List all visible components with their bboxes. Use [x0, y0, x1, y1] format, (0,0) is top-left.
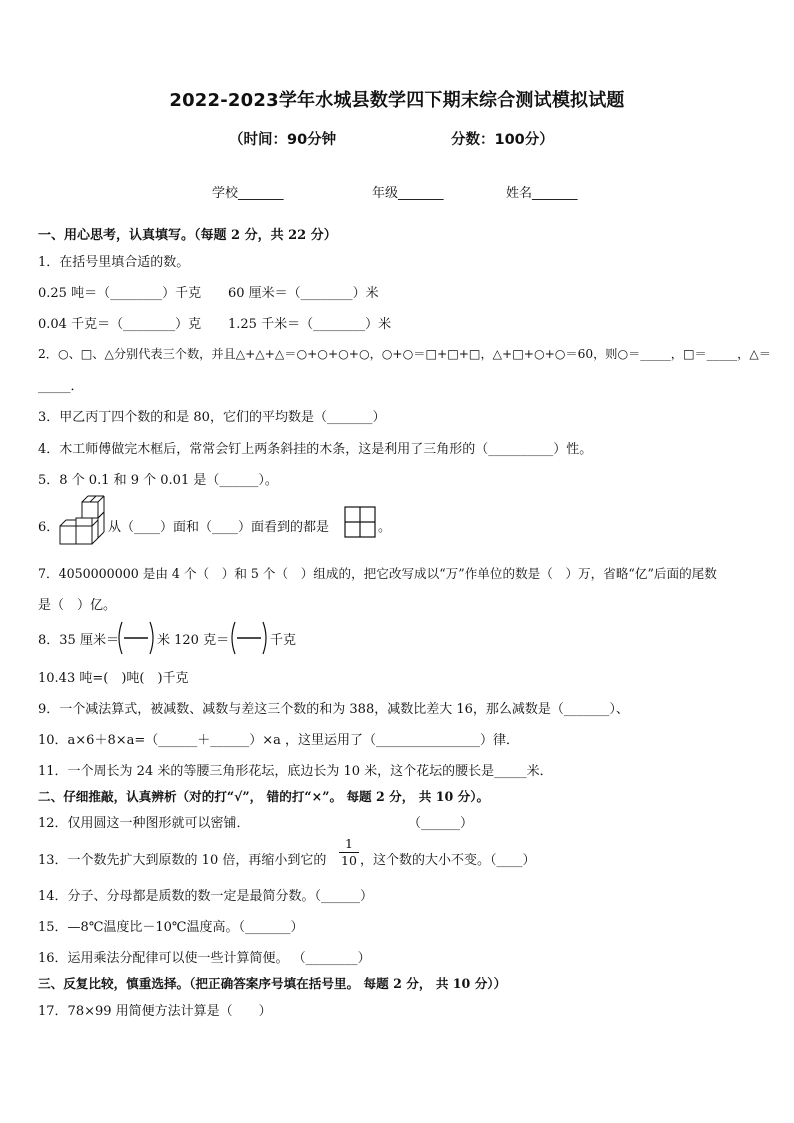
- cubes-figure-icon: [58, 496, 108, 548]
- grade-field: 年级_______: [372, 186, 444, 201]
- question-4: 4．木工师傅做完木框后，常常会钉上两条斜挂的木条，这是利用了三角形的（__________）性。: [38, 442, 593, 457]
- question-7-cont: 是（ ）亿。: [38, 598, 117, 613]
- question-1: 1．在括号里填合适的数。: [38, 255, 190, 270]
- question-7: 7．4050000000 是由 4 个（ ）和 5 个（ ）组成的，把它改写成以“万”作单位的数是（ ）万，省略“亿”后面的尾数: [38, 566, 717, 581]
- question-8: 8．35 厘米＝: [38, 633, 119, 648]
- question-1d: 1.25 千米＝（________）米: [228, 317, 392, 332]
- question-17: 17．78×99 用简便方法计算是（ ）: [38, 1004, 272, 1019]
- question-8-mid: 米 120 克＝: [157, 633, 230, 648]
- fraction-blank-1[interactable]: [116, 620, 156, 656]
- fraction-numerator: 1: [339, 836, 359, 853]
- school-field: 学校_______: [212, 186, 284, 201]
- question-11: 11．一个周长为 24 米的等腰三角形花坛，底边长为 10 米，这个花坛的腰长是_____米．: [38, 764, 553, 779]
- section1-heading: 一、用心思考，认真填写。（每题 2 分，共 22 分）: [38, 228, 337, 243]
- question-6-end: 。: [378, 520, 392, 535]
- question-12: 12．仅用圆这一种图形就可以密铺．: [38, 816, 250, 831]
- question-1b: 60 厘米＝（________）米: [228, 286, 379, 301]
- grid-view-icon: [344, 506, 376, 538]
- question-6: 从（____）面和（____）面看到的都是: [108, 520, 330, 535]
- question-2-cont: _____．: [38, 379, 84, 394]
- exam-score: 分数：100分）: [451, 132, 554, 148]
- name-field: 姓名_______: [506, 186, 578, 201]
- question-9: 9．一个减法算式，被减数、减数与差这三个数的和为 388，减数比差大 16，那么减数是（_______）、: [38, 702, 629, 717]
- question-8-end: 千克: [270, 633, 297, 648]
- question-5: 5．8 个 0.1 和 9 个 0.01 是（______）。: [38, 473, 278, 488]
- section3-heading: 三、反复比较，慎重选择。（把正确答案序号填在括号里。 每题 2 分， 共 10 分））: [38, 976, 507, 991]
- question-13: 13．一个数先扩大到原数的 10 倍，再缩小到它的: [38, 853, 327, 868]
- question-2: 2．○、□、△分别代表三个数，并且△+△+△＝○+○+○+○，○+○＝□+□+□，△+□+○+○＝60，则○＝_____，□＝_____，△＝: [38, 347, 771, 361]
- section2-heading: 二、仔细推敲，认真辨析（对的打“√”， 错的打“×”。 每题 2 分， 共 10 分）。: [38, 789, 490, 804]
- question-6-number: 6．: [38, 520, 60, 535]
- question-12-blank: （______）: [408, 816, 474, 831]
- question-10: 10．a×6＋8×a=（______＋______）×a ，这里运用了（________________）律．: [38, 733, 520, 748]
- question-16: 16．运用乘法分配律可以使一些计算简便。 （________）: [38, 951, 371, 966]
- question-1a: 0.25 吨＝（________）千克: [38, 286, 202, 301]
- fraction-one-tenth: [339, 836, 359, 869]
- question-1c: 0.04 千克＝（________）克: [38, 317, 202, 332]
- fraction-denominator: 10: [341, 853, 357, 868]
- question-15: 15．—8℃温度比－10℃温度高。（_______）: [38, 920, 304, 935]
- fraction-blank-2[interactable]: [229, 620, 269, 656]
- question-14: 14．分子、分母都是质数的数一定是最简分数。（______）: [38, 889, 374, 904]
- page-title: 2022-2023学年水城县数学四下期末综合测试模拟试题: [169, 90, 625, 111]
- question-3: 3．甲乙丙丁四个数的和是 80，它们的平均数是（_______）: [38, 410, 386, 425]
- question-13-end: ，这个数的大小不变。（____）: [360, 853, 536, 868]
- exam-time: （时间：90分钟: [229, 132, 337, 148]
- question-8-part2: 10.43 吨=( )吨( )千克: [38, 671, 189, 686]
